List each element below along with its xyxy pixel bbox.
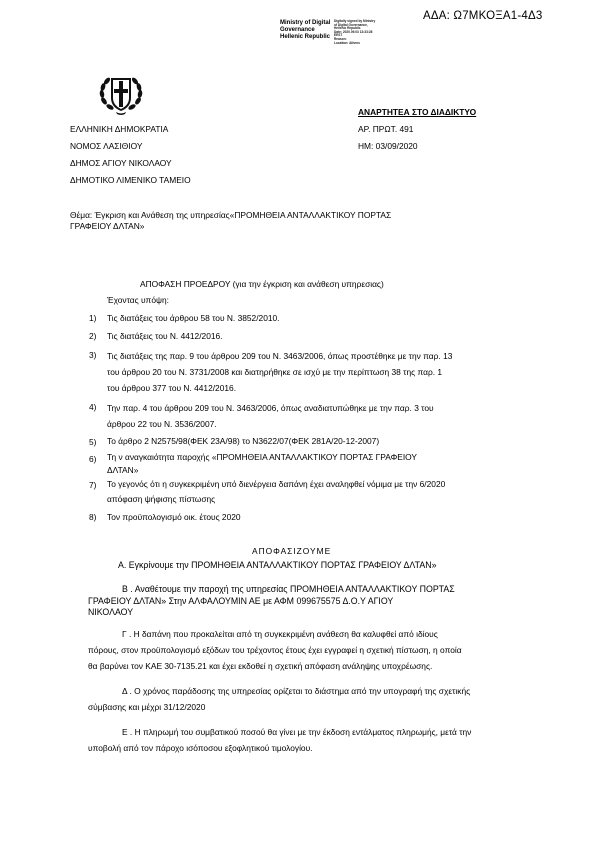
considering-heading: Έχοντας υπόψη: bbox=[107, 295, 169, 305]
paragraph-d-line: σύμβασης και μέχρι 31/12/2020 bbox=[88, 702, 206, 712]
list-item bbox=[107, 311, 525, 325]
paragraph-a: Α. Εγκρίνουμε την ΠΡΟΜΗΘΕΙΑ ΑΝΤΑΛΛΑΚΤΙΚΟΥ ΠΟΡΤΑΣ ΓΡΑΦΕΙΟΥ ΔΛΤΑΝ» bbox=[118, 560, 437, 570]
list-item-text: Τις διατάξεις του Ν. 4412/2016. bbox=[107, 331, 223, 341]
paragraph-e-line: υποβολή από τον πάροχο ισόποσου εξοφλητικού τιμολογίου. bbox=[88, 743, 313, 753]
list-item bbox=[107, 477, 525, 507]
list-item bbox=[107, 451, 525, 477]
list-item-text: Το γεγονός ότι η συγκεκριμένη υπό διενέργεια δαπάνη έχει αναληφθεί νόμιμα με την 6/2020 bbox=[107, 479, 446, 489]
list-item-number: 5) bbox=[89, 437, 97, 447]
list-item-number: 2) bbox=[89, 331, 97, 341]
paragraph-b-line: ΓΡΑΦΕΙΟΥ ΔΛΤΑΝ» Στην ΑΛΦΑΛΟΥΜΙΝ ΑΕ με ΑΦΜ 099675575 Δ.Ο.Υ ΑΓΙΟΥ bbox=[88, 596, 394, 606]
list-item-text: ΔΛΤΑΝ» bbox=[107, 465, 139, 475]
signature-detail: Digitally signed by Ministry bbox=[334, 19, 376, 23]
list-item-text: Τις διατάξεις του άρθρου 58 του Ν. 3852/2010. bbox=[107, 313, 280, 323]
list-item-number: 1) bbox=[89, 313, 97, 323]
document-date: ΗΜ: 03/09/2020 bbox=[358, 141, 418, 151]
signature-detail: Hellenic Republic bbox=[334, 26, 361, 31]
signature-line: Hellenic Republic bbox=[280, 34, 331, 40]
list-item-text: Τον προϋπολογισμό οικ. έτους 2020 bbox=[107, 512, 241, 522]
list-item-number: 6) bbox=[89, 454, 97, 464]
header-left-line: ΝΟΜΟΣ ΛΑΣΙΘΙΟΥ bbox=[70, 141, 143, 151]
list-item-text: Την παρ. 4 του άρθρου 209 του Ν. 3463/2006, όπως αναδιατυπώθηκε με την παρ. 3 του bbox=[107, 403, 434, 413]
list-item-number: 3) bbox=[89, 350, 97, 360]
decision-title: ΑΠΟΦΑΣΗ ΠΡΟΕΔΡΟΥ (για την έγκριση και ανάθεση υπηρεσιας) bbox=[140, 279, 384, 289]
subject-line: ΓΡΑΦΕΙΟΥ ΔΛΤΑΝ» bbox=[70, 221, 145, 231]
protocol-number: ΑΡ. ΠΡΩΤ. 491 bbox=[358, 124, 414, 134]
list-item-text: του άρθρου 377 του Ν. 4412/2016. bbox=[107, 383, 237, 393]
header-left-line: ΔΗΜΟΤΙΚΟ ΛΙΜΕΝΙΚΟ ΤΑΜΕΙΟ bbox=[70, 175, 191, 185]
list-item-number: 8) bbox=[89, 512, 97, 522]
signature-detail: of Digital Governance, bbox=[334, 22, 368, 27]
signature-line: Ministry of Digital bbox=[280, 20, 331, 26]
header-left-line: ΔΗΜΟΣ ΑΓΙΟΥ ΝΙΚΟΛΑΟΥ bbox=[70, 158, 172, 168]
paragraph-g-line: Γ . Η δαπάνη που προκαλείται από τη συγκεκριμένη ανάθεση θα καλυφθεί από ιδίους bbox=[122, 629, 438, 639]
list-item-number: 4) bbox=[89, 402, 97, 412]
signature-detail: Reason: bbox=[334, 36, 347, 41]
list-item bbox=[107, 329, 525, 343]
ada-identifier: ΑΔΑ: Ω7ΜΚΟΞΑ1-4Δ3 bbox=[423, 10, 543, 22]
signature-detail: Date: 2020.09.03 13:33:28 bbox=[334, 29, 373, 34]
paragraph-b-line: Β . Αναθέτουμε την παροχή της υπηρεσίας ΠΡΟΜΗΘΕΙΑ ΑΝΤΑΛΛΑΚΤΙΚΟΥ ΠΟΡΤΑΣ bbox=[122, 584, 455, 594]
list-item-number: 7) bbox=[89, 480, 97, 490]
list-item-text: Τις διατάξεις της παρ. 9 του άρθρου 209 του Ν. 3463/2006, όπως προστέθηκε με την παρ. 13 bbox=[107, 351, 453, 361]
paragraph-g-line: πόρους, στον προϋπολογισμό εξόδων του τρέχοντος έτους έχει εγγραφεί η σχετική πίστωση, η οποία bbox=[88, 645, 462, 655]
decides-title: ΑΠΟΦΑΣΙΖΟΥΜΕ bbox=[252, 546, 332, 556]
digital-signature-details bbox=[334, 20, 404, 45]
list-item-text: άρθρου 22 του Ν. 3536/2007. bbox=[107, 419, 217, 429]
list-item-text: απόφαση ψήφισης πίστωσης bbox=[107, 494, 216, 504]
paragraph-d-line: Δ . Ο χρόνος παράδοσης της υπηρεσίας ορίζεται το διάστημα από την υπογραφή της σχετικής bbox=[122, 686, 471, 696]
signature-line: Governance bbox=[280, 27, 315, 33]
list-item-text: του άρθρου 20 του Ν. 3731/2008 και διατηρήθηκε σε ισχύ με την περίπτωση 38 της παρ. 1 bbox=[107, 367, 443, 377]
paragraph-e-line: Ε . Η πληρωμή του συμβατικού ποσού θα γίνει με την έκδοση εντάλματος πληρωμής, μετά την bbox=[122, 727, 472, 737]
list-item-text: Το άρθρο 2 Ν2575/98(ΦΕΚ 23Α/98) το Ν3622/07(ΦΕΚ 281Α/20-12-2007) bbox=[107, 436, 380, 446]
subject-line: Θέμα: Έγκριση και Ανάθεση της υπηρεσίας«ΠΡΟΜΗΘΕΙΑ ΑΝΤΑΛΛΑΚΤΙΚΟΥ ΠΟΡΤΑΣ bbox=[70, 210, 392, 220]
list-item bbox=[107, 348, 525, 396]
signature-detail: Location: Athens bbox=[334, 40, 360, 45]
paragraph-g-line: θα βαρύνει τον ΚΑΕ 30-7135.21 και έχει εκδοθεί η σχετική απόφαση ανάληψης υποχρέωσης. bbox=[88, 661, 433, 671]
list-item-text: Τη ν αναγκαιότητα παροχής «ΠΡΟΜΗΘΕΙΑ ΑΝΤΑΛΛΑΚΤΙΚΟΥ ΠΟΡΤΑΣ ΓΡΑΦΕΙΟΥ bbox=[107, 452, 417, 462]
paragraph-b-line: ΝΙΚΟΛΑΟΥ bbox=[88, 607, 134, 617]
greek-coat-of-arms-icon bbox=[98, 71, 144, 117]
list-item bbox=[107, 434, 525, 448]
list-item bbox=[107, 510, 525, 524]
post-online-notice: ΑΝΑΡΤΗΤΕΑ ΣΤΟ ΔΙΑΔΙΚΤΥΟ bbox=[358, 107, 477, 117]
signature-detail: EEST bbox=[334, 33, 343, 38]
header-left-line: ΕΛΛΗΝΙΚΗ ΔΗΜΟΚΡΑΤΙΑ bbox=[70, 124, 169, 134]
list-item bbox=[107, 400, 525, 432]
